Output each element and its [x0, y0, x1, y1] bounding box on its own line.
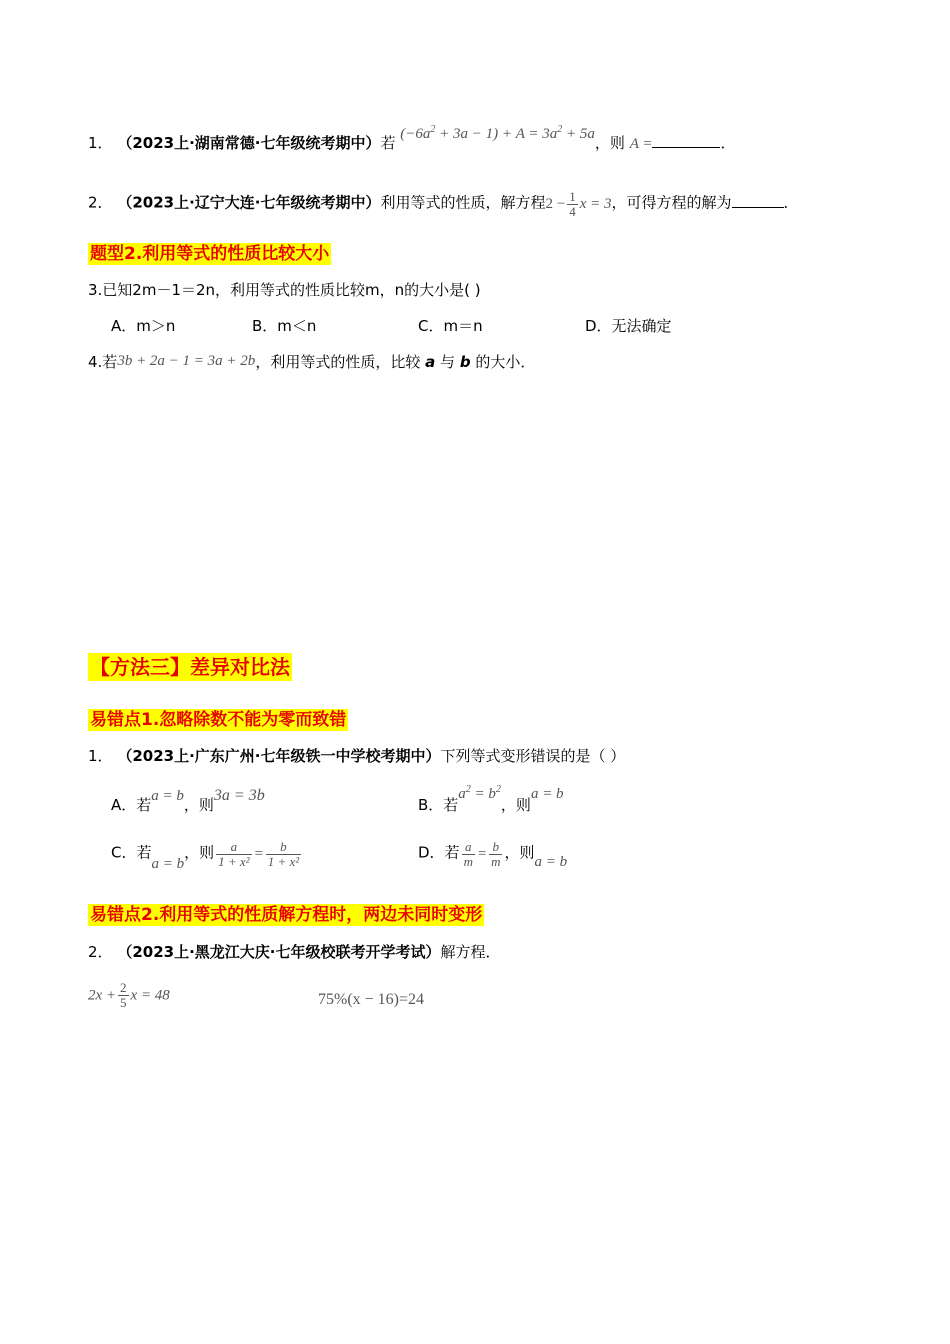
option-d[interactable]: D．若 $\frac{a}{m}$ = $\frac{b}{m}$ ，则a = b	[418, 839, 568, 870]
variable-a: A =	[629, 136, 653, 152]
question-source: （2023上·广东广州·七年级铁一中学校考期中）	[117, 747, 441, 765]
question-text: ，可得方程的解为	[611, 193, 732, 212]
equation-1: 2x + $\frac{2}{5}$ x = 48	[88, 980, 170, 1010]
question-text: 若	[380, 134, 396, 152]
option-d[interactable]: D．无法确定	[585, 317, 672, 335]
option-c[interactable]: C．m＝n	[418, 317, 483, 335]
question-2: 2． （2023上·辽宁大连·七年级统考期中）利用等式的性质，解方程2 − $\frac{1}{4}$ x = 3，可得方程的解为 ．	[88, 189, 799, 219]
equation: 2 − $\frac{1}{4}$ x = 3	[545, 189, 612, 219]
option-c[interactable]: C．若a = b，则 $\frac{a}{\text{1 + x²}}$ = $\frac{b}{\text{1 + x²}}$	[111, 839, 300, 872]
error-heading-2: 易错点2.利用等式的性质解方程时，两边未同时变形	[90, 905, 483, 925]
option-a[interactable]: A．若a = b，则3a = 3b	[111, 787, 265, 814]
section-heading: 题型2.利用等式的性质比较大小	[90, 244, 330, 264]
method-heading: 【方法三】差异对比法	[90, 655, 290, 679]
question-number: 1．	[88, 134, 113, 152]
question-source: （2023上·辽宁大连·七年级统考期中）	[117, 193, 381, 212]
question-3: 3.已知2m－1＝2n，利用等式的性质比较m，n的大小是( )	[88, 281, 481, 299]
question-text: 下列等式变形错误的是（ ）	[440, 747, 626, 765]
equation-2: 75%(x − 16)=24	[318, 991, 425, 1008]
question-6: 2． （2023上·黑龙江大庆·七年级校联考开学考试）解方程．	[88, 943, 501, 961]
question-text: 解方程．	[440, 943, 501, 961]
question-text: 利用等式的性质，解方程	[380, 193, 546, 212]
question-source: （2023上·黑龙江大庆·七年级校联考开学考试）	[117, 943, 441, 961]
equation: $(-6a^2 + 3a - 1) + A = 3a^2 + 5a$	[400, 124, 595, 142]
question-number: 2．	[88, 193, 113, 212]
option-b[interactable]: B．若$a^2 = b^2$，则a = b	[418, 784, 564, 814]
equation: 3b + 2a − 1 = 3a + 2b	[117, 353, 256, 369]
error-heading-1: 易错点1.忽略除数不能为零而致错	[90, 710, 347, 730]
question-4: 4.若3b + 2a − 1 = 3a + 2b，利用等式的性质，比较 a 与 b 的大小．	[88, 353, 536, 371]
answer-blank[interactable]	[732, 193, 784, 208]
question-text: ，则	[594, 134, 625, 152]
question-source: （2023上·湖南常德·七年级统考期中）	[117, 134, 381, 152]
question-1: 1． （2023上·湖南常德·七年级统考期中）若 $(-6a^2 + 3a - 1) + A = 3a^2 + 5a$，则 A = ．	[88, 124, 736, 152]
question-5: 1． （2023上·广东广州·七年级铁一中学校考期中）下列等式变形错误的是（ ）	[88, 747, 626, 765]
answer-blank[interactable]	[652, 133, 720, 148]
option-b[interactable]: B．m＜n	[252, 317, 317, 335]
option-a[interactable]: A．m＞n	[111, 317, 176, 335]
